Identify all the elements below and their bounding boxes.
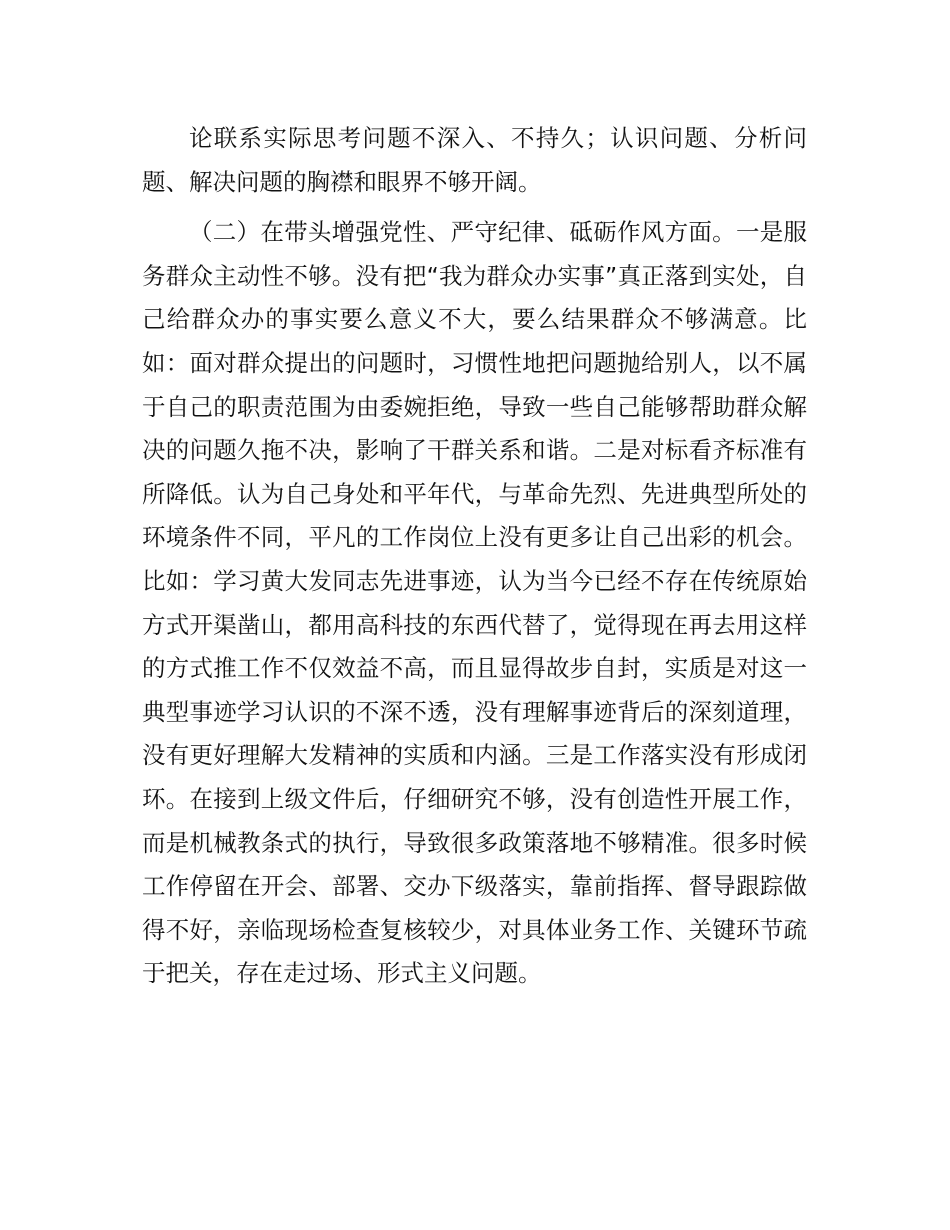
document-body [142, 117, 807, 996]
paragraph-section-two: （二）在带头增强党性、严守纪律、砥砺作风方面。一是服务群众主动性不够。没有把“我为群众办实事”真正落到实处，自己给群众办的事实要么意义不大，要么结果群众不够满意。比如：面对群众提出的问题时，习惯性地把问题抛给别人，以不属于自己的职责范围为由委婉拒绝，导致一些自己能够帮助群众解决的问题久拖不决，影响了干群关系和谐。二是对标看齐标准有所降低。认为自己身处和平年代，与革命先烈、先进典型所处的环境条件不同，平凡的工作岗位上没有更多让自己出彩的机会。比如：学习黄大发同志先进事迹，认为当今已经不存在传统原始方式开渠凿山，都用高科技的东西代替了，觉得现在再去用这样的方式推工作不仅效益不高，而且显得故步自封，实质是对这一典型事迹学习认识的不深不透，没有理解事迹背后的深刻道理，没有更好理解大发精神的实质和内涵。三是工作落实没有形成闭环。在接到上级文件后，仔细研究不够，没有创造性开展工作，而是机械教条式的执行，导致很多政策落地不够精准。很多时候工作停留在开会、部署、交办下级落实，靠前指挥、督导跟踪做得不好，亲临现场检查复核较少，对具体业务工作、关键环节疏于把关，存在走过场、形式主义问题。 [142, 218, 807, 988]
paragraph-continuation: 论联系实际思考问题不深入、不持久；认识问题、分析问题、解决问题的胸襟和眼界不够开阔。 [142, 124, 807, 196]
